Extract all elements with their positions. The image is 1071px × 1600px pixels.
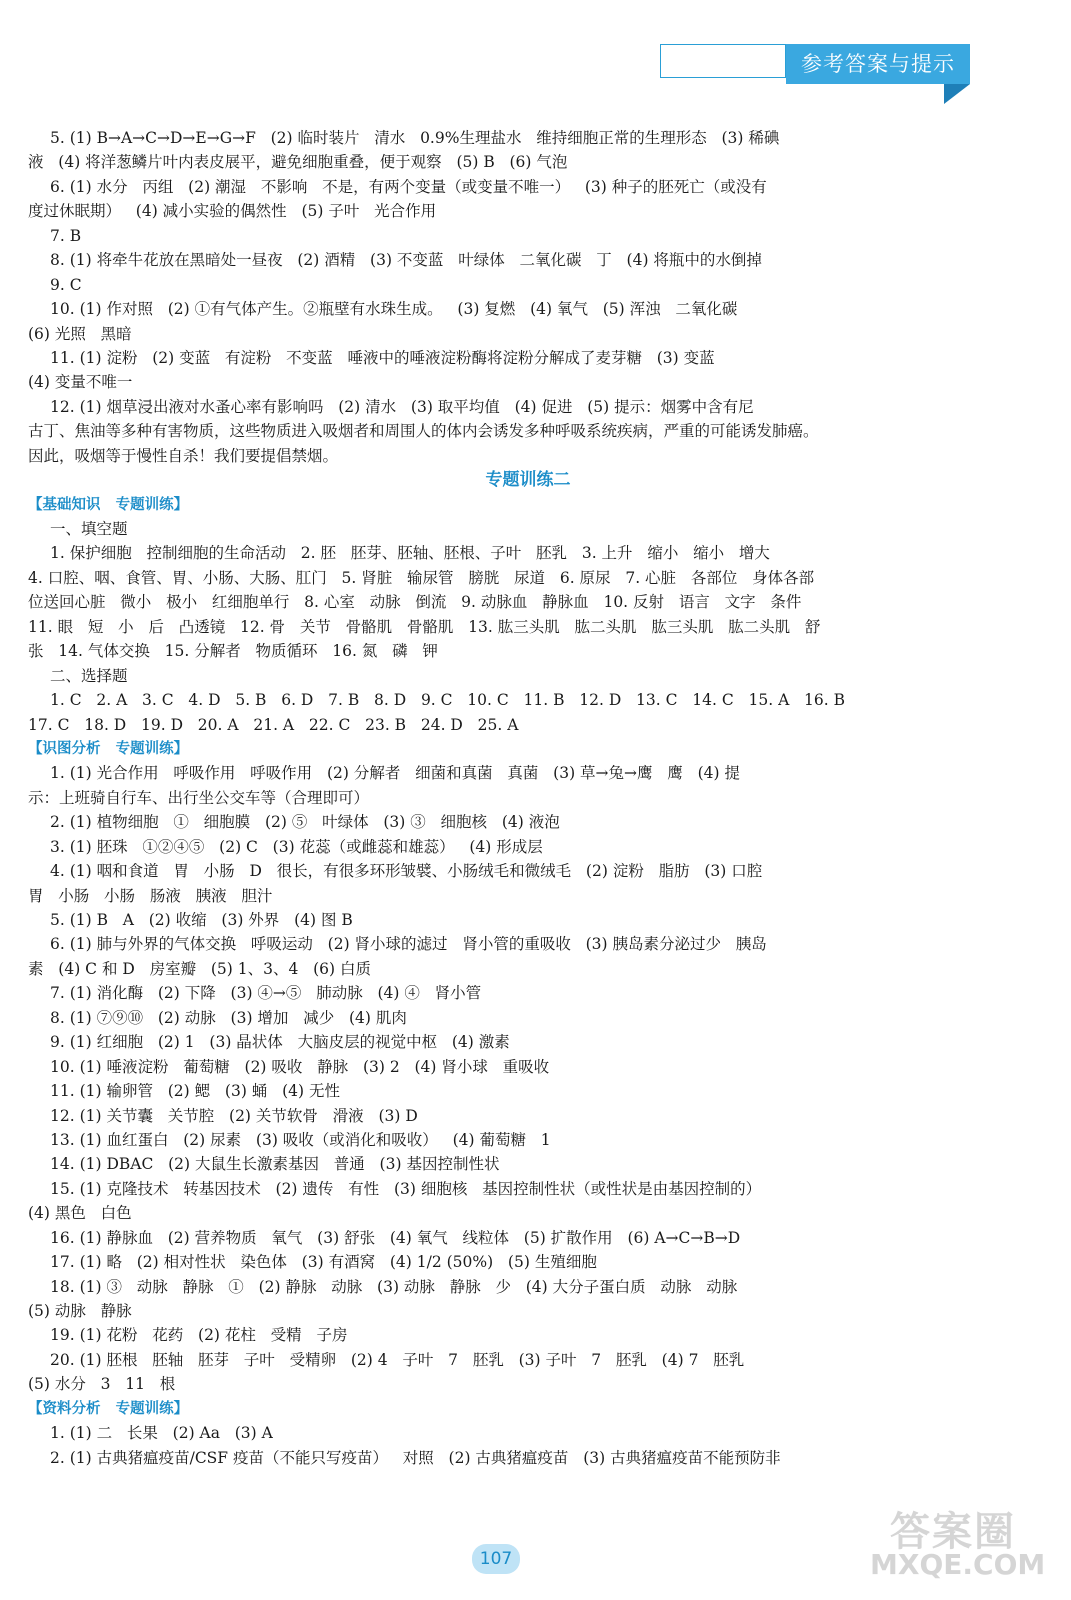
header-tab-fold	[944, 84, 970, 104]
watermark-logo	[870, 1500, 1060, 1590]
answer-line: 4. 口腔、咽、食管、胃、小肠、大肠、肛门 5. 肾脏 输尿管 膀胱 尿道 6. 原尿 7. 心脏 各部位 身体各部	[28, 568, 815, 587]
answer-line: 7. B	[50, 226, 82, 245]
answer-line: 13. (1) 血红蛋白 (2) 尿素 (3) 吸收（或消化和吸收） (4) 葡萄糖 1	[50, 1130, 551, 1149]
answer-line: 12. (1) 关节囊 关节腔 (2) 关节软骨 滑液 (3) D	[50, 1106, 418, 1125]
answer-line: 2. (1) 植物细胞 ① 细胞膜 (2) ⑤ 叶绿体 (3) ③ 细胞核 (4) 液泡	[50, 813, 560, 832]
answer-line: 位送回心脏 微小 极小 红细胞单行 8. 心室 动脉 倒流 9. 动脉血 静脉血 10. 反射 语言 文字 条件	[28, 593, 802, 612]
section-heading: 【基础知识 专题训练】	[28, 496, 189, 513]
answer-line: 1. C 2. A 3. C 4. D 5. B 6. D 7. B 8. D 9. C 10. C 11. B 12. D 13. C 14. C 15. A 16. B	[50, 691, 846, 710]
answer-line: 11. (1) 淀粉 (2) 变蓝 有淀粉 不变蓝 唾液中的唾液淀粉酶将淀粉分解成了麦芽糖 (3) 变蓝	[50, 348, 715, 367]
answer-line: 张 14. 气体交换 15. 分解者 物质循环 16. 氮 磷 钾	[28, 642, 438, 661]
answer-line: 9. (1) 红细胞 (2) 1 (3) 晶状体 大脑皮层的视觉中枢 (4) 激素	[50, 1033, 510, 1052]
section-heading: 【识图分析 专题训练】	[28, 740, 189, 757]
answer-line: 11. 眼 短 小 后 凸透镜 12. 骨 关节 骨骼肌 骨骼肌 13. 肱三头肌 肱二头肌 肱三头肌 肱二头肌 舒	[28, 617, 821, 636]
header-tab: 参考答案与提示	[786, 44, 970, 84]
answer-line: 5. (1) B A (2) 收缩 (3) 外界 (4) 图 B	[50, 911, 353, 929]
answer-line: 度过休眠期） (4) 减小实验的偶然性 (5) 子叶 光合作用	[28, 202, 437, 221]
answer-line: 5. (1) B→A→C→D→E→G→F (2) 临时装片 清水 0.9%生理盐水 维持细胞正常的生理形态 (3) 稀碘	[50, 129, 780, 147]
answer-line: 古丁、焦油等多种有害物质，这些物质进入吸烟者和周围人的体内会诱发多种呼吸系统疾病，严重的可能诱发肺癌。	[28, 422, 819, 441]
answer-line: 16. (1) 静脉血 (2) 营养物质 氧气 (3) 舒张 (4) 氧气 线粒体 (5) 扩散作用 (6) A→C→B→D	[50, 1228, 741, 1247]
answer-line: 20. (1) 胚根 胚轴 胚芽 子叶 受精卵 (2) 4 子叶 7 胚乳 (3) 子叶 7 胚乳 (4) 7 胚乳	[50, 1350, 745, 1369]
watermark-line2: MXQE.COM	[870, 1548, 1046, 1581]
answer-line: 10. (1) 唾液淀粉 葡萄糖 (2) 吸收 静脉 (3) 2 (4) 肾小球 重吸收	[50, 1057, 550, 1076]
answer-line: 6. (1) 肺与外界的气体交换 呼吸运动 (2) 肾小球的滤过 肾小管的重吸收 (3) 胰岛素分泌过少 胰岛	[50, 935, 767, 954]
watermark-line1: 答案圈	[890, 1509, 1016, 1555]
answer-line: 1. 保护细胞 控制细胞的生命活动 2. 胚 胚芽、胚轴、胚根、子叶 胚乳 3. 上升 缩小 缩小 增大	[50, 544, 770, 563]
answer-line: 8. (1) ⑦⑨⑩ (2) 动脉 (3) 增加 减少 (4) 肌肉	[50, 1008, 407, 1027]
answer-line: 6. (1) 水分 丙组 (2) 潮湿 不影响 不是，有两个变量（或变量不唯一） (3) 种子的胚死亡（或没有	[50, 177, 767, 196]
answer-line: 17. C 18. D 19. D 20. A 21. A 22. C 23. B 24. D 25. A	[28, 715, 519, 734]
answer-line: 示：上班骑自行车、出行坐公交车等（合理即可）	[28, 788, 370, 807]
answer-line: 12. (1) 烟草浸出液对水蚤心率有影响吗 (2) 清水 (3) 取平均值 (4) 促进 (5) 提示：烟雾中含有尼	[50, 397, 754, 416]
answer-line: 因此，吸烟等于慢性自杀！我们要提倡禁烟。	[28, 446, 339, 465]
section-heading: 【资料分析 专题训练】	[28, 1400, 189, 1417]
answer-line: (5) 动脉 静脉	[28, 1302, 132, 1320]
answer-line: (4) 变量不唯一	[28, 373, 133, 392]
section-title: 专题训练二	[485, 470, 571, 491]
answer-line: 14. (1) DBAC (2) 大鼠生长激素基因 普通 (3) 基因控制性状	[50, 1155, 500, 1174]
answer-content	[28, 126, 1028, 1470]
page-number: 107	[472, 1544, 520, 1574]
answer-line: (6) 光照 黑暗	[28, 324, 132, 343]
answer-line: 10. (1) 作对照 (2) ①有气体产生。②瓶壁有水珠生成。 (3) 复燃 (4) 氧气 (5) 浑浊 二氧化碳	[50, 300, 738, 319]
answer-line: 一、填空题	[50, 520, 128, 538]
answer-line: 3. (1) 胚珠 ①②④⑤ (2) C (3) 花蕊（或雌蕊和雄蕊） (4) 形成层	[50, 837, 543, 856]
answer-line: 2. (1) 古典猪瘟疫苗/CSF 疫苗（不能只写疫苗） 对照 (2) 古典猪瘟疫苗 (3) 古典猪瘟疫苗不能预防非	[50, 1448, 781, 1467]
answer-line: 胃 小肠 小肠 肠液 胰液 胆汁	[28, 886, 273, 905]
answer-line: 8. (1) 将牵牛花放在黑暗处一昼夜 (2) 酒精 (3) 不变蓝 叶绿体 二氧化碳 丁 (4) 将瓶中的水倒掉	[50, 251, 762, 270]
answer-line: 7. (1) 消化酶 (2) 下降 (3) ④→⑤ 肺动脉 (4) ④ 肾小管	[50, 984, 482, 1003]
answer-line: 1. (1) 二 长果 (2) Aa (3) A	[50, 1424, 273, 1443]
answer-line: 液 (4) 将洋葱鳞片叶内表皮展平，避免细胞重叠，便于观察 (5) B (6) 气泡	[28, 153, 568, 172]
header-blank-box	[660, 44, 786, 78]
answer-line: 17. (1) 略 (2) 相对性状 染色体 (3) 有酒窝 (4) 1/2 (50%) (5) 生殖细胞	[50, 1253, 597, 1272]
answer-line: 4. (1) 咽和食道 胃 小肠 D 很长，有很多环形皱襞、小肠绒毛和微绒毛 (2) 淀粉 脂肪 (3) 口腔	[50, 862, 763, 881]
answer-line: 素 (4) C 和 D 房室瓣 (5) 1、3、4 (6) 白质	[28, 959, 371, 978]
answer-line: 11. (1) 输卵管 (2) 鳃 (3) 蛹 (4) 无性	[50, 1082, 340, 1101]
answer-line: 1. (1) 光合作用 呼吸作用 呼吸作用 (2) 分解者 细菌和真菌 真菌 (3) 草→兔→鹰 鹰 (4) 提	[50, 764, 740, 783]
answer-line: (5) 水分 3 11 根	[28, 1375, 176, 1394]
answer-line: 9. C	[50, 275, 82, 294]
answer-line: 19. (1) 花粉 花药 (2) 花柱 受精 子房	[50, 1326, 348, 1345]
answer-line: 二、选择题	[50, 666, 128, 685]
answer-line: 15. (1) 克隆技术 转基因技术 (2) 遗传 有性 (3) 细胞核 基因控制性状（或性状是由基因控制的）	[50, 1179, 762, 1198]
answer-line: (4) 黑色 白色	[28, 1204, 132, 1223]
answer-line: 18. (1) ③ 动脉 静脉 ① (2) 静脉 动脉 (3) 动脉 静脉 少 (4) 大分子蛋白质 动脉 动脉	[50, 1277, 738, 1296]
